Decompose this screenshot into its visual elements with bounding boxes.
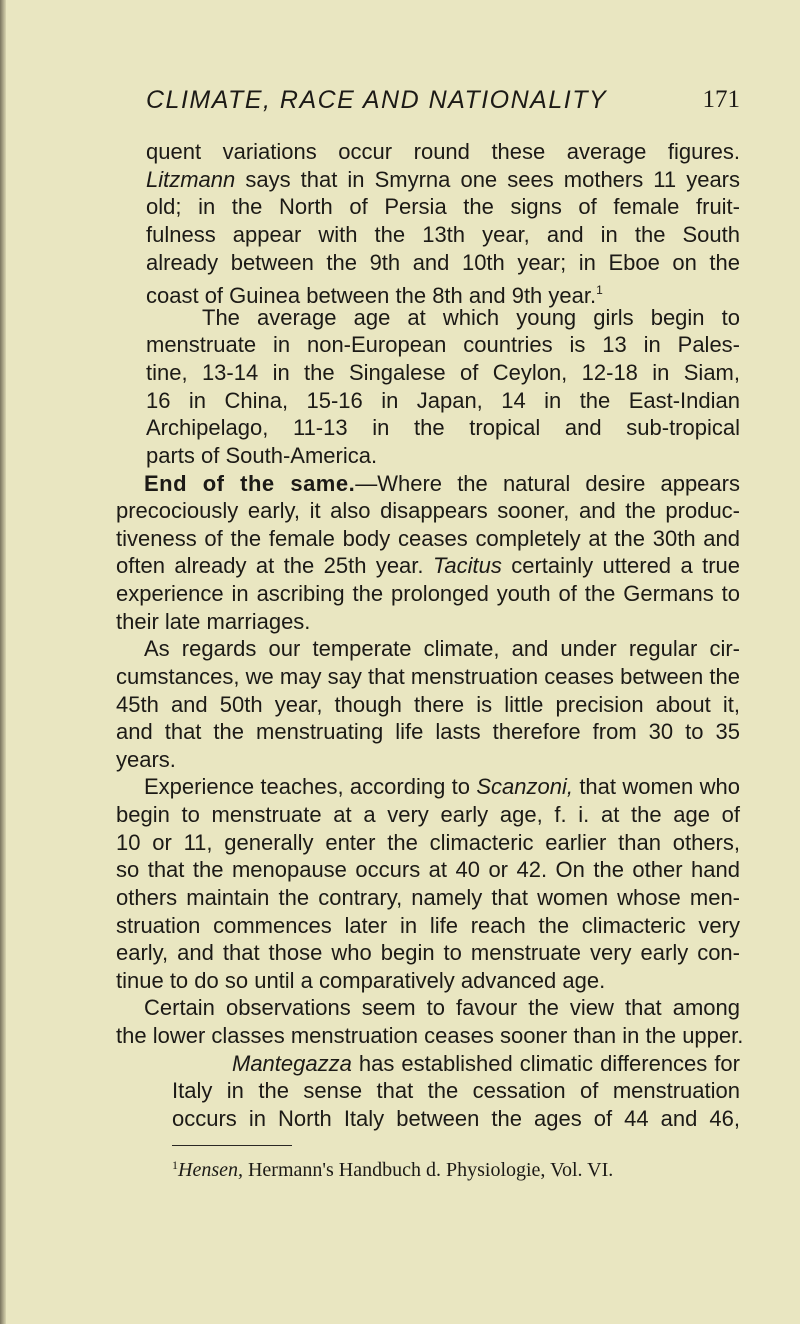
text-line: experience in ascribing the prolonged youth of the Germans to [116, 581, 740, 606]
section-heading: End of the same. [144, 471, 356, 496]
text-line: occurs in North Italy between the ages of 44 and 46, [172, 1106, 740, 1131]
text-line: the lower classes menstruation ceases sooner than in the upper. [116, 1023, 744, 1048]
text-line: fulness appear with the 13th year, and in the South [146, 222, 740, 247]
text-line: Mantegazza has established climatic differences for [232, 1051, 740, 1076]
text-line: 45th and 50th year, though there is little precision about it, [116, 692, 740, 717]
text-line: early, and that those who begin to menstruate very early con- [116, 940, 740, 965]
page-number: 171 [702, 86, 740, 113]
text-line: tiveness of the female body ceases completely at the 30th and [116, 526, 740, 551]
chapter-title: CLIMATE, RACE AND NATIONALITY [146, 86, 608, 114]
text-line: End of the same.—Where the natural desire appears [144, 471, 740, 496]
text-line: 16 in China, 15-16 in Japan, 14 in the East-Indian [146, 388, 740, 413]
text-line: parts of South-America. [146, 443, 378, 468]
text-line: precociously early, it also disappears sooner, and the produc- [116, 498, 740, 523]
text-line: so that the menopause occurs at 40 or 42. On the other hand [116, 857, 740, 882]
text-line: quent variations occur round these average figures. [146, 139, 740, 164]
author-name: Litzmann [146, 167, 236, 192]
text-line: years. [116, 747, 176, 772]
footnote-text: Hermann's Handbuch d. Physiologie, Vol. VI. [247, 1159, 614, 1181]
footnote-rule [172, 1145, 292, 1146]
text-line: cumstances, we may say that menstruation ceases between the [116, 664, 740, 689]
text-line: Certain observations seem to favour the view that among [144, 995, 740, 1020]
text-line: menstruate in non-European countries is 13 in Pales- [146, 332, 740, 357]
text-line: old; in the North of Persia the signs of female fruit- [146, 194, 740, 219]
text-line: tinue to do so until a comparatively advanced age. [116, 968, 606, 993]
footnote-marker: 1 [172, 1158, 178, 1172]
footnote-reference: 1 [596, 283, 603, 297]
footnote [172, 1151, 613, 1184]
running-header [146, 86, 740, 120]
text-line: The average age at which young girls begin to [202, 305, 740, 330]
text-line: others maintain the contrary, namely that women whose men- [116, 885, 740, 910]
text-line: tine, 13-14 in the Singalese of Ceylon, 12-18 in Siam, [146, 360, 740, 385]
footnote-author: Hensen, [178, 1159, 243, 1181]
text-line: Italy in the sense that the cessation of menstruation [172, 1078, 740, 1103]
text-line: their late marriages. [116, 609, 311, 634]
text-line: Litzmann says that in Smyrna one sees mothers 11 years [146, 167, 741, 192]
text-line: already between the 9th and 10th year; in Eboe on the [146, 250, 740, 275]
text-line: coast of Guinea between the 8th and 9th year.$^1$ [146, 283, 603, 308]
author-name: Tacitus [432, 553, 502, 578]
text-line: 10 or 11, generally enter the climacteric earlier than others, [116, 830, 740, 855]
text-line: As regards our temperate climate, and under regular cir- [144, 636, 740, 661]
text-line: often already at the 25th year. Tacitus certainly uttered a true [116, 553, 740, 578]
text-line: and that the menstruating life lasts therefore from 30 to 35 [116, 719, 740, 744]
text-line: begin to menstruate at a very early age, f. i. at the age of [116, 802, 740, 827]
text-line: struation commences later in life reach the climacteric very [116, 913, 740, 938]
page-edge [0, 0, 6, 1324]
author-name: Mantegazza [232, 1051, 352, 1076]
text-line: Archipelago, 11-13 in the tropical and sub-tropical [146, 415, 740, 440]
text-line: Experience teaches, according to Scanzoni, that women who [144, 774, 740, 799]
author-name: Scanzoni, [476, 774, 573, 799]
